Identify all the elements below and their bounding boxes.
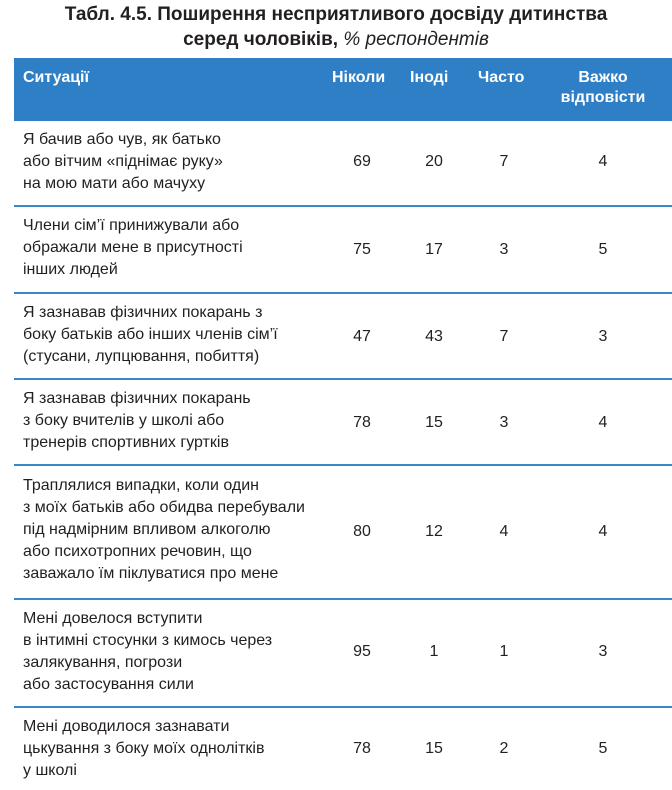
situation-line: тренерів спортивних гуртків <box>23 434 229 451</box>
header-hard-to-answer <box>557 68 649 108</box>
situation-line: або вітчим «піднімає руку» <box>23 153 223 170</box>
situation-line: інших людей <box>23 261 118 278</box>
situation-line: Мені довелося вступити <box>23 610 203 627</box>
situation-line: Я зазнавав фізичних покарань <box>23 390 251 407</box>
table-header <box>14 58 672 121</box>
situation-line: боку батьків або інших членів сім’ї <box>23 326 278 343</box>
row-situation <box>23 475 323 585</box>
row-situation <box>23 608 323 696</box>
value-sometimes: 15 <box>425 414 443 431</box>
value-never: 47 <box>353 328 371 345</box>
header-sometimes: Іноді <box>410 69 449 86</box>
row-situation <box>23 215 323 281</box>
value-sometimes: 17 <box>425 241 443 258</box>
value-sometimes: 1 <box>429 643 439 660</box>
header-never: Ніколи <box>332 69 386 86</box>
value-hard-to-answer: 3 <box>598 328 608 345</box>
situation-line: в інтимні стосунки з кимось через <box>23 632 273 649</box>
title-line-2-italic: % респондентів <box>338 29 489 50</box>
value-hard-to-answer: 4 <box>598 153 608 170</box>
value-often: 3 <box>499 414 509 431</box>
value-often: 1 <box>499 643 509 660</box>
situation-line: у школі <box>23 762 77 779</box>
table-row <box>14 294 672 380</box>
value-often: 7 <box>499 153 509 170</box>
situation-line: або застосування сили <box>23 676 194 693</box>
value-often: 2 <box>499 740 509 757</box>
value-often: 7 <box>499 328 509 345</box>
value-never: 80 <box>353 523 371 540</box>
header-situation: Ситуації <box>23 69 89 86</box>
title-line-2-bold: серед чоловіків, <box>183 29 339 50</box>
table-row <box>14 207 672 294</box>
header-often: Часто <box>478 69 525 86</box>
situation-line: ображали мене в присутності <box>23 239 243 256</box>
table-title <box>0 2 672 52</box>
situation-line: з моїх батьків або обидва перебували <box>23 499 305 516</box>
title-line-1: Табл. 4.5. Поширення несприятливого досвіду дитинства <box>64 4 608 25</box>
row-situation <box>23 388 323 454</box>
value-never: 75 <box>353 241 371 258</box>
value-sometimes: 12 <box>425 523 443 540</box>
data-table <box>14 58 672 790</box>
situation-line: Мені доводилося зазнавати <box>23 718 230 735</box>
value-hard-to-answer: 4 <box>598 414 608 431</box>
value-never: 78 <box>353 414 371 431</box>
value-sometimes: 43 <box>425 328 443 345</box>
value-hard-to-answer: 5 <box>598 740 608 757</box>
situation-line: Я зазнавав фізичних покарань з <box>23 304 263 321</box>
value-hard-to-answer: 3 <box>598 643 608 660</box>
situation-line: Траплялися випадки, коли один <box>23 477 259 494</box>
value-never: 69 <box>353 153 371 170</box>
situation-line: Я бачив або чув, як батько <box>23 131 221 148</box>
situation-line: з боку вчителів у школі або <box>23 412 225 429</box>
table-row <box>14 600 672 708</box>
value-often: 4 <box>499 523 509 540</box>
situation-line: цькування з боку моїх однолітків <box>23 740 265 757</box>
value-never: 95 <box>353 643 371 660</box>
situation-line: Члени сім’ї принижували або <box>23 217 240 234</box>
table-row <box>14 466 672 600</box>
table-row <box>14 380 672 466</box>
row-situation <box>23 129 323 195</box>
row-situation <box>23 302 323 368</box>
situation-line: або психотропних речовин, що <box>23 543 252 560</box>
header-hard-line-2: відповісти <box>560 89 646 106</box>
row-situation <box>23 716 323 782</box>
value-sometimes: 20 <box>425 153 443 170</box>
situation-line: на мою мати або мачуху <box>23 175 206 192</box>
value-hard-to-answer: 4 <box>598 523 608 540</box>
value-often: 3 <box>499 241 509 258</box>
title-line-2 <box>0 27 672 52</box>
table-row <box>14 121 672 207</box>
situation-line: (стусани, лупцювання, побиття) <box>23 348 260 365</box>
value-hard-to-answer: 5 <box>598 241 608 258</box>
situation-line: залякування, погрози <box>23 654 183 671</box>
situation-line: заважало їм піклуватися про мене <box>23 565 279 582</box>
situation-line: під надмірним впливом алкоголю <box>23 521 271 538</box>
value-never: 78 <box>353 740 371 757</box>
value-sometimes: 15 <box>425 740 443 757</box>
header-hard-line-1: Важко <box>578 69 628 86</box>
